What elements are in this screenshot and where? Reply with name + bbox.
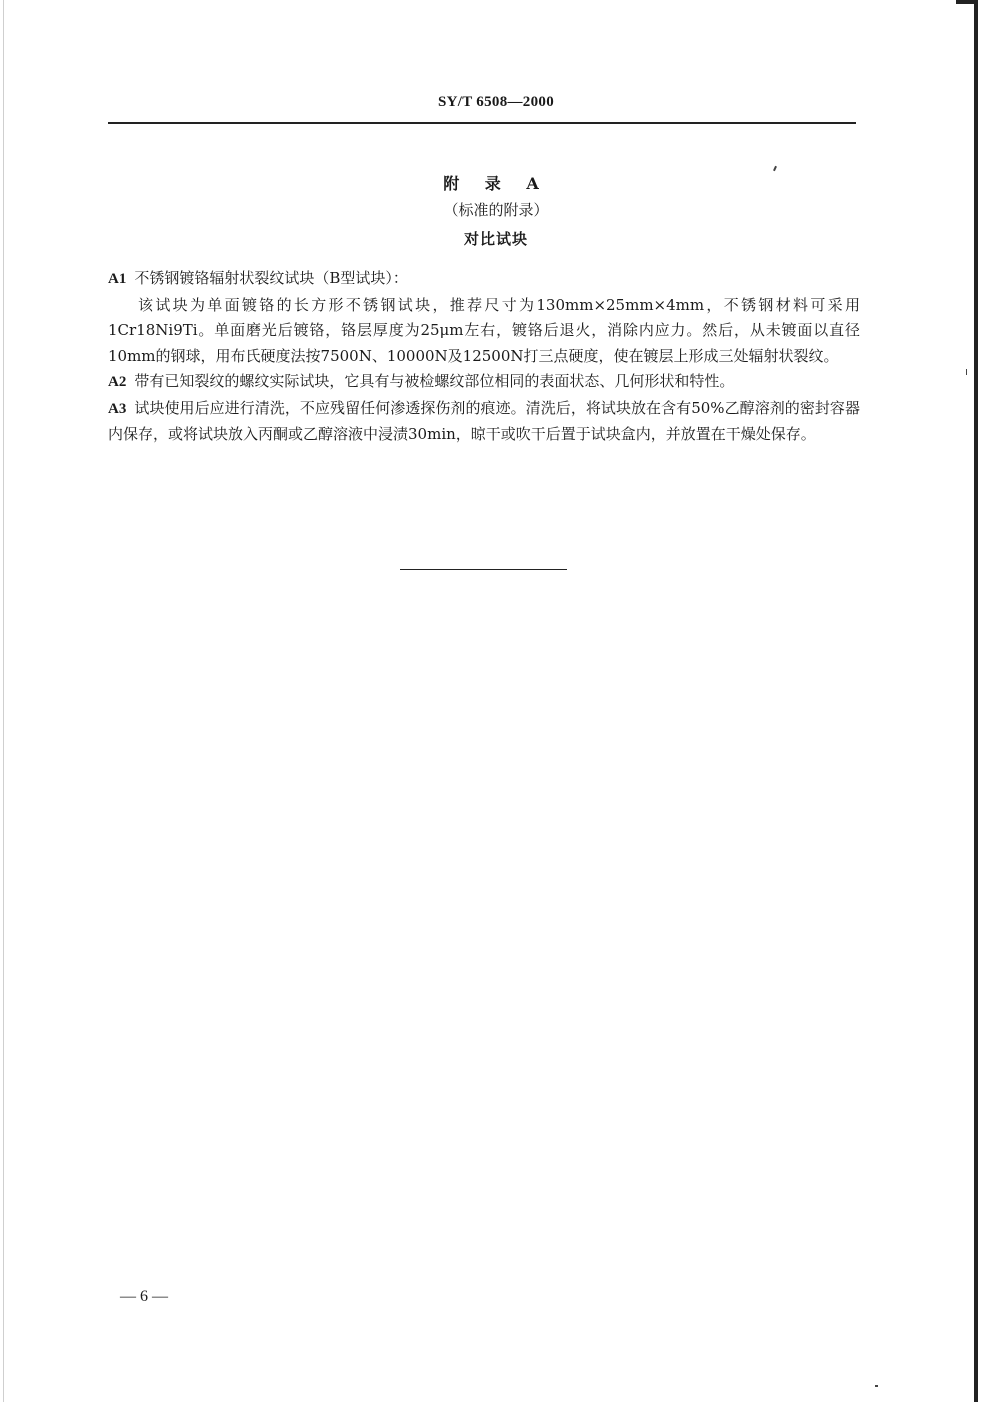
clause-text: 试块使用后应进行清洗，不应残留任何渗透探伤剂的痕迹。清洗后，将试块放在含有50%乙醇溶剂的密封容器内保存，或将试块放入丙酮或乙醇溶液中浸渍30min，晾干或吹干后置于试块盒内，并放置在干燥处保存。 <box>108 398 860 443</box>
clause-text: 该试块为单面镀铬的长方形不锈钢试块，推荐尺寸为130mm×25mm×4mm，不锈钢材料可采用1Cr18Ni9Ti。单面磨光后镀铬，铬层厚度为25μm左右，镀铬后退火，消除内应力。然后，从未镀面以直径10mm的钢球，用布氏硬度法按7500N、10000N及12500N打三点硬度，使在镀层上形成三处辐射状裂纹。 <box>108 295 860 365</box>
clause-a1 <box>108 266 860 293</box>
page-number: — 6 — <box>120 1288 168 1305</box>
scan-speck <box>966 369 967 375</box>
end-rule <box>400 569 567 570</box>
appendix-subtitle: （标准的附录） <box>443 201 549 219</box>
clause-a1-body <box>108 293 860 370</box>
header-rule <box>108 122 856 124</box>
clause-text: 不锈钢镀铬辐射状裂纹试块（B型试块）： <box>134 269 408 287</box>
standard-code: SY/T 6508—2000 <box>437 94 555 110</box>
appendix-title: 附 录 A <box>443 174 549 193</box>
appendix-heading: 对比试块 <box>463 230 528 248</box>
body-text <box>108 266 860 448</box>
clause-text: 带有已知裂纹的螺纹实际试块，它具有与被检螺纹部位相同的表面状态、几何形状和特性。 <box>134 372 735 390</box>
clause-a3 <box>108 396 860 448</box>
clause-number: A1 <box>108 271 127 287</box>
clause-number: A2 <box>108 374 127 390</box>
clause-number: A3 <box>108 400 127 417</box>
scan-speck <box>875 1385 878 1387</box>
scan-edge-right-top <box>956 0 978 4</box>
clause-a2 <box>108 369 860 396</box>
